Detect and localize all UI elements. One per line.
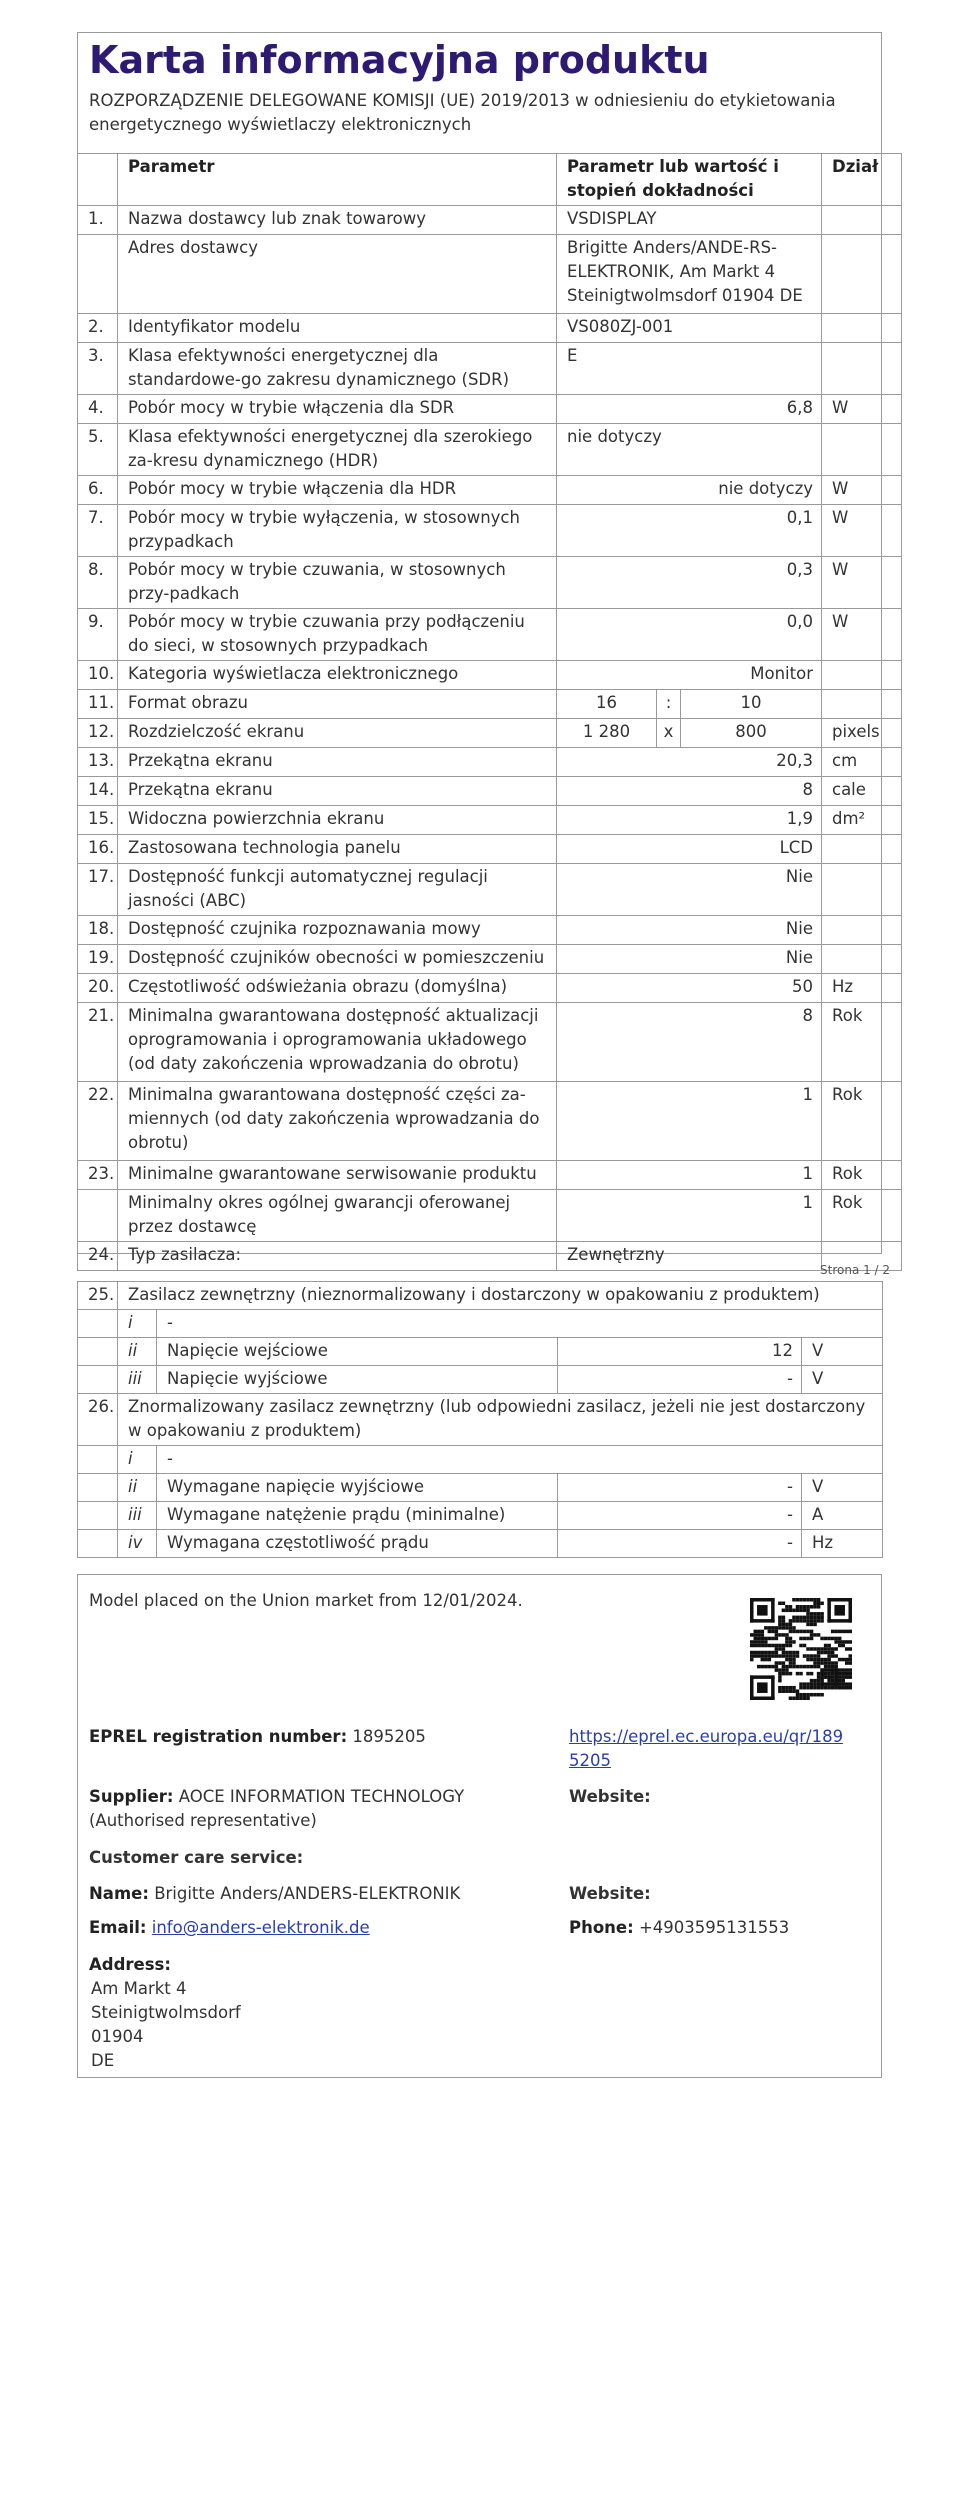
row-value-sep: : (657, 690, 681, 719)
sub-row-unit: A (802, 1502, 883, 1530)
row-number (78, 235, 118, 314)
row-unit (822, 916, 902, 945)
regulation-subtitle: ROZPORZĄDZENIE DELEGOWANE KOMISJI (UE) 2019/2013 w odniesieniu do etykietowania energetycznego wyświetlaczy elektronicznych (89, 91, 836, 134)
row-value: 6,8 (557, 395, 822, 424)
row-unit: dm² (822, 806, 902, 835)
sub-row (78, 1446, 883, 1474)
section-title: Zasilacz zewnętrzny (nieznormalizowany i dostarczony w opakowaniu z produktem) (118, 1282, 883, 1310)
row-unit: Rok (822, 1161, 902, 1190)
section-header-row (78, 1282, 883, 1310)
section-title: Znormalizowany zasilacz zewnętrzny (lub odpowiedni zasilacz, jeżeli nie jest dostarczony w opakowaniu z produktem) (118, 1394, 883, 1446)
row-value: Monitor (557, 661, 822, 690)
sub-row-spacer (78, 1474, 118, 1502)
row-number: 21. (78, 1003, 118, 1082)
row-parameter: Format obrazu (118, 690, 557, 719)
row-parameter: Przekątna ekranu (118, 748, 557, 777)
row-unit (822, 314, 902, 343)
row-number: 23. (78, 1161, 118, 1190)
row-parameter: Pobór mocy w trybie czuwania, w stosownych przy-padkach (118, 557, 557, 609)
header-cell-value: Parametr lub wartość i stopień dokładności (557, 154, 822, 206)
row-unit (822, 835, 902, 864)
page-title: Karta informacyjna produktu (89, 38, 710, 82)
supplier-label: Supplier: (89, 1787, 174, 1806)
row-parameter: Minimalny okres ogólnej gwarancji oferowanej przez dostawcę (118, 1190, 557, 1242)
sub-row-roman: iii (118, 1366, 157, 1394)
row-parameter: Pobór mocy w trybie wyłączenia, w stosownych przypadkach (118, 505, 557, 557)
sub-row-spacer (78, 1502, 118, 1530)
sub-row-roman: ii (118, 1338, 157, 1366)
row-parameter: Widoczna powierzchnia ekranu (118, 806, 557, 835)
sub-row-value: - (558, 1366, 802, 1394)
row-unit (822, 235, 902, 314)
supplier-value: AOCE INFORMATION TECHNOLOGY (Authorised representative) (89, 1787, 465, 1830)
row-value: 1 (557, 1161, 822, 1190)
parameters-table (77, 153, 902, 1271)
sub-row-value: - (558, 1474, 802, 1502)
power-supply-table (77, 1281, 883, 1558)
row-unit: cale (822, 777, 902, 806)
page-number: Strona 1 / 2 (820, 1263, 891, 1277)
row-value: 1 (557, 1190, 822, 1242)
row-value: VS080ZJ-001 (557, 314, 822, 343)
row-unit (822, 206, 902, 235)
row-value: Nie (557, 864, 822, 916)
row-number: 12. (78, 719, 118, 748)
sub-row-spacer (78, 1310, 118, 1338)
email-link[interactable]: info@anders-elektronik.de (151, 1918, 370, 1937)
row-unit: pixels (822, 719, 902, 748)
table-row (78, 835, 902, 864)
phone-label: Phone: (569, 1918, 634, 1937)
row-parameter: Minimalna gwarantowana dostępność części za-miennych (od daty zakończenia wprowadzania do obrotu) (118, 1082, 557, 1161)
row-value-a: 16 (557, 690, 657, 719)
row-parameter: Nazwa dostawcy lub znak towarowy (118, 206, 557, 235)
table-row (78, 424, 902, 476)
row-value: E (557, 343, 822, 395)
row-unit: Rok (822, 1003, 902, 1082)
sub-row-unit: Hz (802, 1530, 883, 1558)
row-value: 50 (557, 974, 822, 1003)
address (89, 1953, 241, 2073)
row-number: 4. (78, 395, 118, 424)
header-cell-param: Parametr (118, 154, 557, 206)
sub-row-text: - (157, 1446, 883, 1474)
row-value: LCD (557, 835, 822, 864)
row-unit: W (822, 557, 902, 609)
table-row (78, 945, 902, 974)
row-number: 9. (78, 609, 118, 661)
row-parameter: Przekątna ekranu (118, 777, 557, 806)
row-value: 1,9 (557, 806, 822, 835)
sub-row-text: Wymagana częstotliwość prądu (157, 1530, 558, 1558)
sub-row-value: - (558, 1502, 802, 1530)
row-number: 8. (78, 557, 118, 609)
contact-name (89, 1882, 460, 1906)
row-number: 15. (78, 806, 118, 835)
sub-row-roman: i (118, 1446, 157, 1474)
market-placement-text: Model placed on the Union market from 12/01/2024. (89, 1591, 523, 1610)
table-row (78, 1242, 902, 1271)
sub-row-text: Wymagane napięcie wyjściowe (157, 1474, 558, 1502)
row-parameter: Minimalna gwarantowana dostępność aktualizacji oprogramowania i oprogramowania układowego (od daty zakończenia wprowadzania do obrotu) (118, 1003, 557, 1082)
sub-row-spacer (78, 1446, 118, 1474)
row-unit: W (822, 395, 902, 424)
row-value: Nie (557, 945, 822, 974)
table-row (78, 235, 902, 314)
table-row (78, 1161, 902, 1190)
eprel-registration (89, 1725, 426, 1749)
row-value: 8 (557, 1003, 822, 1082)
sub-row (78, 1502, 883, 1530)
table-row (78, 719, 902, 748)
row-number: 16. (78, 835, 118, 864)
section-number: 26. (78, 1394, 118, 1446)
website2-label: Website: (569, 1884, 651, 1903)
row-unit (822, 945, 902, 974)
sub-row-text: Wymagane natężenie prądu (minimalne) (157, 1502, 558, 1530)
table-row (78, 395, 902, 424)
row-parameter: Typ zasilacza: (118, 1242, 557, 1271)
header (78, 33, 881, 153)
row-parameter: Rozdzielczość ekranu (118, 719, 557, 748)
sub-row-unit: V (802, 1366, 883, 1394)
table-row (78, 864, 902, 916)
table-row (78, 1003, 902, 1082)
row-value: 0,0 (557, 609, 822, 661)
row-value: Zewnętrzny (557, 1242, 822, 1271)
table-row (78, 1082, 902, 1161)
row-value-b: 10 (681, 690, 822, 719)
row-number: 17. (78, 864, 118, 916)
name-label: Name: (89, 1884, 149, 1903)
row-parameter: Dostępność czujników obecności w pomieszczeniu (118, 945, 557, 974)
row-number: 18. (78, 916, 118, 945)
address-line: Steinigtwolmsdorf (91, 2003, 241, 2022)
sub-row (78, 1474, 883, 1502)
row-unit: W (822, 609, 902, 661)
row-number: 14. (78, 777, 118, 806)
row-parameter: Częstotliwość odświeżania obrazu (domyślna) (118, 974, 557, 1003)
page-1 (77, 32, 882, 1264)
row-unit: Rok (822, 1082, 902, 1161)
eprel-reg-value: 1895205 (352, 1727, 426, 1746)
table-row (78, 505, 902, 557)
sub-row-roman: ii (118, 1474, 157, 1502)
sub-row-text: - (157, 1310, 883, 1338)
row-parameter: Dostępność funkcji automatycznej regulacji jasności (ABC) (118, 864, 557, 916)
row-value: Nie (557, 916, 822, 945)
row-parameter: Adres dostawcy (118, 235, 557, 314)
row-parameter: Pobór mocy w trybie włączenia dla HDR (118, 476, 557, 505)
table-row (78, 974, 902, 1003)
row-value: 0,1 (557, 505, 822, 557)
row-parameter: Identyfikator modelu (118, 314, 557, 343)
email-label: Email: (89, 1918, 147, 1937)
table-row (78, 661, 902, 690)
row-number: 6. (78, 476, 118, 505)
row-parameter: Pobór mocy w trybie czuwania przy podłączeniu do sieci, w stosownych przypadkach (118, 609, 557, 661)
row-unit (822, 343, 902, 395)
row-value-a: 1 280 (557, 719, 657, 748)
table-row (78, 690, 902, 719)
table-row (78, 343, 902, 395)
table-row (78, 916, 902, 945)
row-number: 11. (78, 690, 118, 719)
sub-row-unit: V (802, 1474, 883, 1502)
sub-row-roman: iv (118, 1530, 157, 1558)
table-row (78, 609, 902, 661)
row-number: 10. (78, 661, 118, 690)
sub-row-roman: iii (118, 1502, 157, 1530)
row-unit: Hz (822, 974, 902, 1003)
row-parameter: Klasa efektywności energetycznej dla standardowe-go zakresu dynamicznego (SDR) (118, 343, 557, 395)
website-label: Website: (569, 1787, 651, 1806)
row-unit: W (822, 505, 902, 557)
address-line: Am Markt 4 (91, 1979, 187, 1998)
row-unit (822, 424, 902, 476)
sub-row-value: - (558, 1530, 802, 1558)
row-number: 1. (78, 206, 118, 235)
table-row (78, 806, 902, 835)
sub-row (78, 1310, 883, 1338)
sub-row (78, 1530, 883, 1558)
row-value: 1 (557, 1082, 822, 1161)
row-unit (822, 690, 902, 719)
row-parameter: Dostępność czujnika rozpoznawania mowy (118, 916, 557, 945)
row-number: 3. (78, 343, 118, 395)
table-header-row (78, 154, 902, 206)
qr-code-icon[interactable] (750, 1598, 852, 1700)
row-unit: cm (822, 748, 902, 777)
row-number: 5. (78, 424, 118, 476)
customer-care-label: Customer care service: (89, 1848, 304, 1867)
sub-row-spacer (78, 1366, 118, 1394)
table-row (78, 748, 902, 777)
row-parameter: Klasa efektywności energetycznej dla szerokiego za-kresu dynamicznego (HDR) (118, 424, 557, 476)
header-cell-no (78, 154, 118, 206)
phone-value: +4903595131553 (638, 1918, 790, 1937)
row-value: VSDISPLAY (557, 206, 822, 235)
header-cell-unit: Dział (822, 154, 902, 206)
table-row (78, 206, 902, 235)
address-line: DE (91, 2051, 115, 2070)
row-parameter: Minimalne gwarantowane serwisowanie produktu (118, 1161, 557, 1190)
sub-row (78, 1366, 883, 1394)
supplier (89, 1785, 559, 1833)
contact-email (89, 1916, 370, 1940)
row-unit: Rok (822, 1190, 902, 1242)
row-value: 20,3 (557, 748, 822, 777)
sub-row-text: Napięcie wejściowe (157, 1338, 558, 1366)
sub-row-spacer (78, 1530, 118, 1558)
address-label: Address: (89, 1955, 171, 1974)
row-number: 20. (78, 974, 118, 1003)
sub-row-text: Napięcie wyjściowe (157, 1366, 558, 1394)
table-row (78, 1190, 902, 1242)
row-value-sep: x (657, 719, 681, 748)
row-value: Brigitte Anders/ANDE-RS-ELEKTRONIK, Am Markt 4 Steinigtwolmsdorf 01904 DE (557, 235, 822, 314)
table-row (78, 777, 902, 806)
row-parameter: Kategoria wyświetlacza elektronicznego (118, 661, 557, 690)
row-parameter: Zastosowana technologia panelu (118, 835, 557, 864)
sub-row-spacer (78, 1338, 118, 1366)
row-value-b: 800 (681, 719, 822, 748)
page-2-table-wrap (77, 1281, 882, 1558)
sub-row-roman: i (118, 1310, 157, 1338)
row-unit (822, 661, 902, 690)
sub-row-unit: V (802, 1338, 883, 1366)
section-header-row (78, 1394, 883, 1446)
row-unit: W (822, 476, 902, 505)
row-number: 24. (78, 1242, 118, 1271)
row-value: nie dotyczy (557, 476, 822, 505)
eprel-link[interactable]: https://eprel.ec.europa.eu/qr/1895205 (569, 1727, 844, 1770)
row-unit (822, 864, 902, 916)
sub-row (78, 1338, 883, 1366)
row-parameter: Pobór mocy w trybie włączenia dla SDR (118, 395, 557, 424)
row-value: 8 (557, 777, 822, 806)
table-row (78, 476, 902, 505)
section-number: 25. (78, 1282, 118, 1310)
table-row (78, 557, 902, 609)
eprel-reg-label: EPREL registration number: (89, 1727, 348, 1746)
row-value: 0,3 (557, 557, 822, 609)
row-number: 22. (78, 1082, 118, 1161)
contact-phone (569, 1916, 789, 1940)
row-number: 2. (78, 314, 118, 343)
row-number: 19. (78, 945, 118, 974)
row-number (78, 1190, 118, 1242)
address-line: 01904 (91, 2027, 144, 2046)
row-number: 7. (78, 505, 118, 557)
table-row (78, 314, 902, 343)
sub-row-value: 12 (558, 1338, 802, 1366)
row-value: nie dotyczy (557, 424, 822, 476)
name-value: Brigitte Anders/ANDERS-ELEKTRONIK (154, 1884, 461, 1903)
row-number: 13. (78, 748, 118, 777)
